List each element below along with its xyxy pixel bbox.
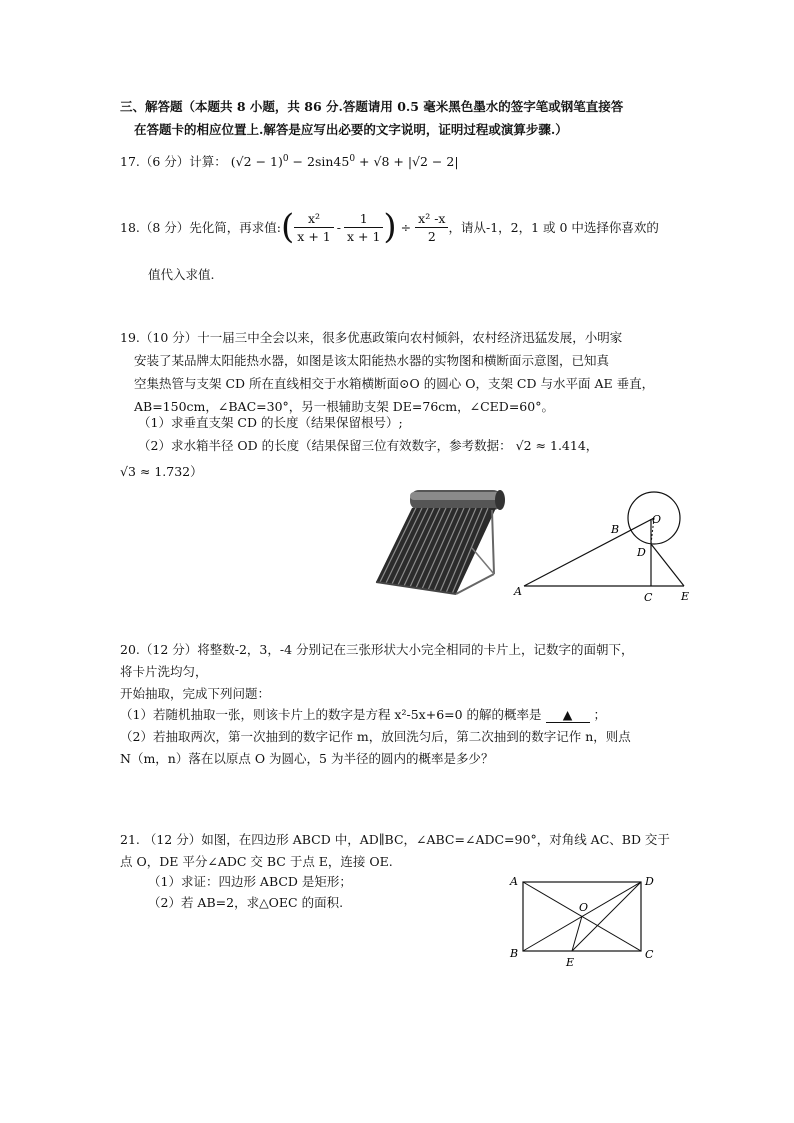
rect-label-C: C [645, 948, 654, 961]
q21-line2: 点 O，DE 平分∠ADC 交 BC 于点 E，连接 OE. [120, 854, 393, 869]
question-18: 18.（8 分）先化简，再求值: ( $\frac{\text{x²}}{x + 1}$ - $\frac{1}{x + 1}$ ) ÷ $\frac{\text{x² -x}}{2}$ ，请从-1，2，1 或 0 中选择你喜欢的 [120, 207, 659, 247]
label-E: E [681, 590, 690, 603]
q19-line2: 安装了某品牌太阳能热水器，如图是该太阳能热水器的实物图和横断面示意图，已知真 [134, 353, 610, 368]
q18-frac2: $\frac{1}{x + 1}$ [344, 211, 383, 244]
rect-label-B: B [510, 947, 519, 960]
label-D: D [637, 546, 646, 559]
rect-label-D: D [645, 875, 654, 888]
q18-frac3: $\frac{\text{x² -x}}{2}$ [415, 211, 448, 244]
q17-prefix: 17.（6 分）计算： [120, 154, 227, 169]
q19-line3: 空集热管与支架 CD 所在直线相交于水箱横断面⊙O 的圆心 O，支架 CD 与水平面 AE 垂直， [134, 376, 655, 391]
q19-line1: 19.（10 分）十一届三中全会以来，很多优惠政策向农村倾斜，农村经济迅猛发展，小明家 [120, 330, 623, 345]
rectangle-diagram [505, 872, 663, 968]
q18-frac1: $\frac{\text{x²}}{x + 1}$ [294, 211, 333, 244]
q20-sub2-line2: N（m，n）落在以原点 O 为圆心，5 为半径的圆内的概率是多少？ [120, 751, 494, 766]
label-C: C [644, 591, 653, 604]
label-A: A [514, 585, 522, 598]
rect-label-E: E [566, 956, 575, 968]
label-O: O [652, 513, 662, 526]
q21-line1: 21. （12 分）如图，在四边形 ABCD 中，AD∥BC，∠ABC=∠ADC=90°，对角线 AC、BD 交于 [120, 832, 670, 847]
answer-blank: ▲ [546, 707, 590, 723]
q20-sub2-line1: （2）若抽取两次，第一次抽到的数字记作 m，放回洗匀后，第二次抽到的数字记作 n，则点 [120, 729, 631, 744]
q20-sub1: （1）若随机抽取一张，则该卡片上的数字是方程 x²-5x+6=0 的解的概率是 ▲ ； [120, 707, 607, 722]
q19-line4: AB=150cm，∠BAC=30°，另一根辅助支架 DE=76cm，∠CED=60°。 [134, 399, 554, 414]
section-heading-line1: 三、解答题（本题共 8 小题，共 86 分.答题请用 0.5 毫米黑色墨水的签字笔或钢笔直接答 [120, 99, 624, 114]
q20-line2: 将卡片洗均匀， [120, 664, 208, 679]
q18-suffix: ，请从-1，2，1 或 0 中选择你喜欢的 [448, 220, 659, 235]
solar-water-heater-image [372, 486, 508, 604]
cross-section-diagram [510, 488, 700, 604]
q18-line2: 值代入求值. [148, 267, 215, 282]
q19-ref2: √3 ≈ 1.732） [120, 464, 203, 479]
q21-sub1: （1）求证：四边形 ABCD 是矩形； [148, 874, 352, 889]
q21-sub2: （2）若 AB=2，求△OEC 的面积. [148, 895, 344, 910]
q19-sub1: （1）求垂直支架 CD 的长度（结果保留根号）; [138, 415, 403, 430]
rect-label-O: O [579, 901, 589, 914]
q20-line1: 20.（12 分）将整数-2，3，-4 分别记在三张形状大小完全相同的卡片上，记数字的面朝下， [120, 642, 634, 657]
rect-label-A: A [510, 875, 518, 888]
label-B: B [611, 523, 620, 536]
q19-sub2: （2）求水箱半径 OD 的长度（结果保留三位有效数字，参考数据： √2 ≈ 1.414， [138, 438, 599, 453]
section-heading-line2: 在答题卡的相应位置上.解答是应写出必要的文字说明，证明过程或演算步骤.） [134, 122, 568, 137]
q20-line3: 开始抽取，完成下列问题： [120, 686, 271, 701]
question-17 [120, 152, 459, 170]
q17-expression: $(√2 - 1)^0 - 2\sin 45^0 + √8 + |√2 - 2|$ [230, 153, 459, 169]
q18-prefix: 18.（8 分）先化简，再求值: [120, 220, 282, 235]
q19-ref1: √2 ≈ 1.414， [515, 438, 599, 453]
